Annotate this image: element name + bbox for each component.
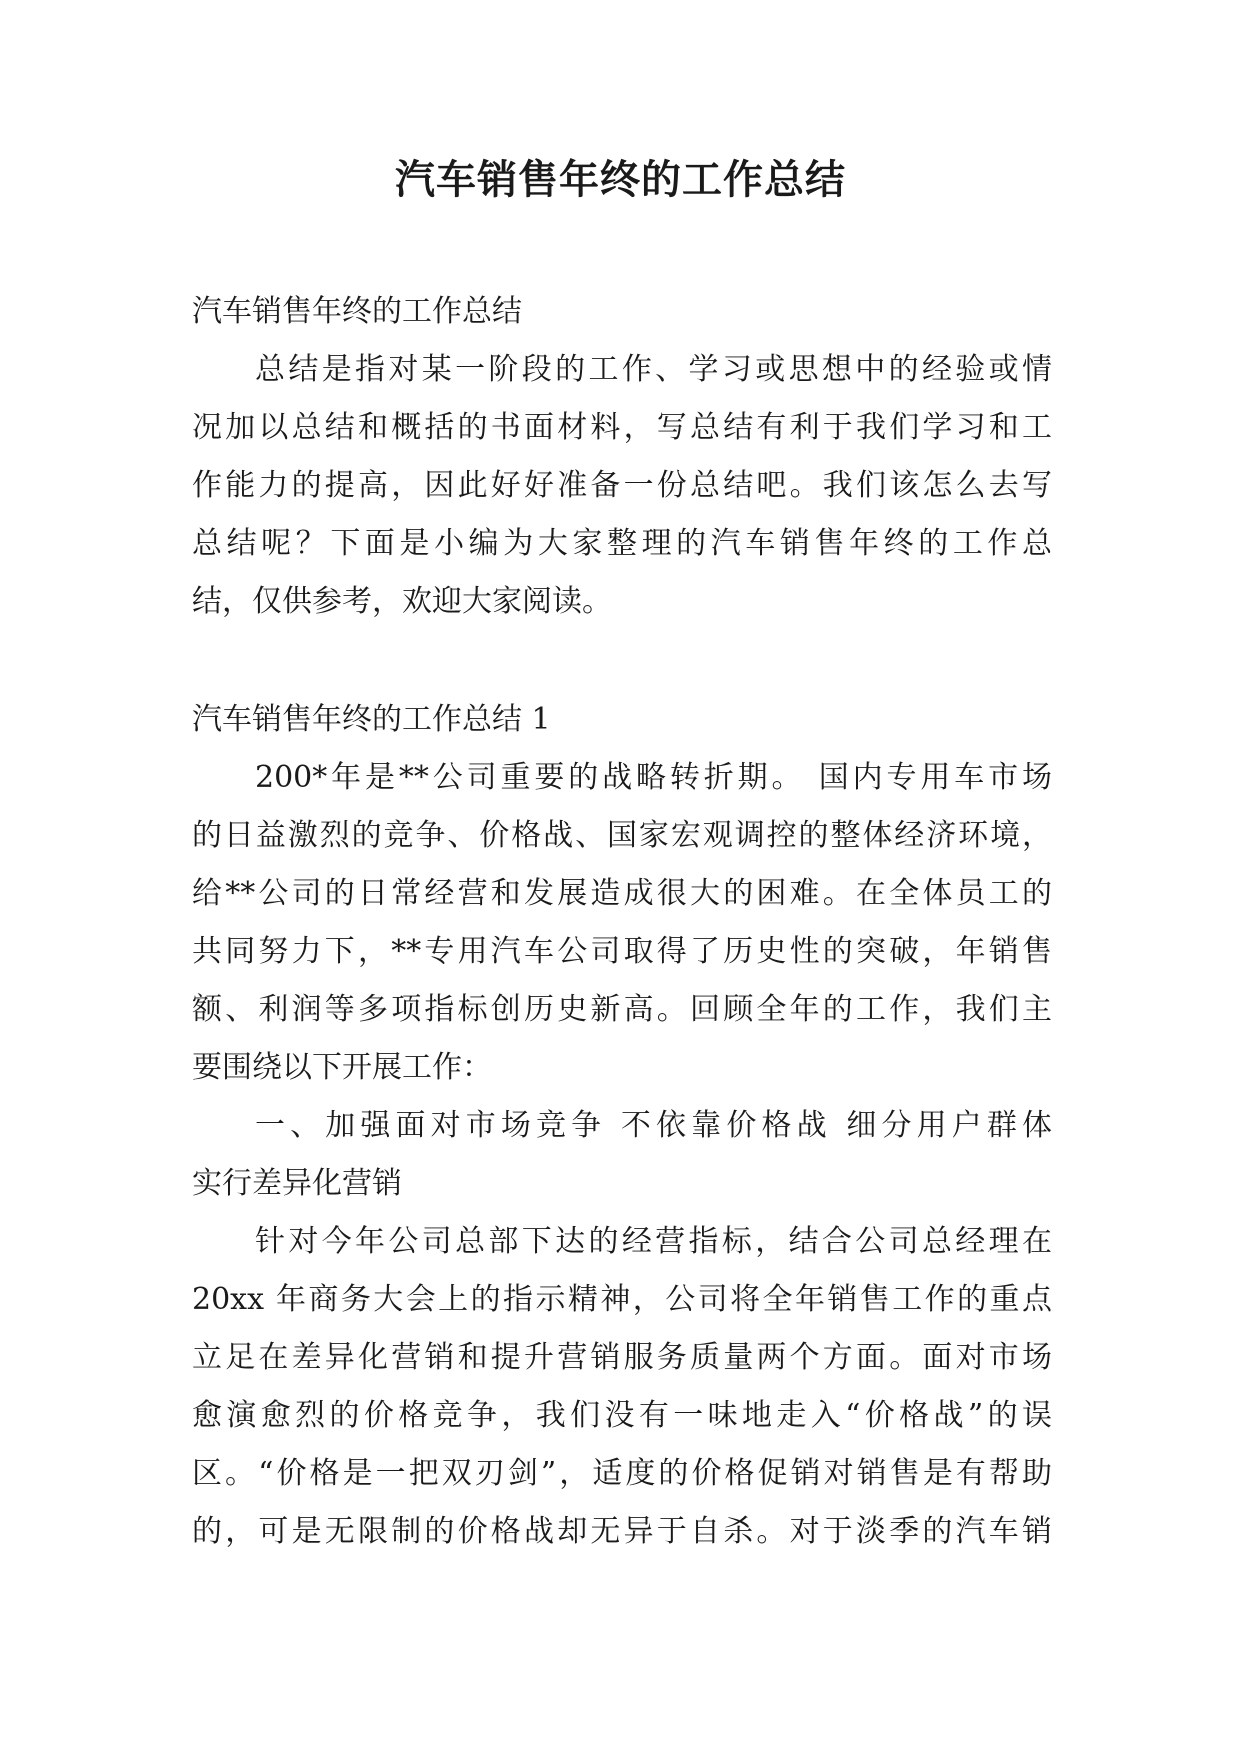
paragraph-line: 总结是指对某一阶段的工作、学习或思想中的经验或情	[255, 352, 1052, 387]
paragraph-line: 20xx 年商务大会上的指示精神，公司将全年销售工作的重点	[192, 1282, 1052, 1317]
paragraph-line: 作能力的提高，因此好好准备一份总结吧。我们该怎么去写	[192, 468, 1052, 503]
paragraph-line: 结，仅供参考，欢迎大家阅读。	[192, 584, 612, 619]
paragraph-line: 针对今年公司总部下达的经营指标，结合公司总经理在	[255, 1224, 1052, 1259]
paragraph-line: 共同努力下，**专用汽车公司取得了历史性的突破，年销售	[192, 934, 1052, 969]
paragraph-line: 额、利润等多项指标创历史新高。回顾全年的工作，我们主	[192, 992, 1052, 1027]
paragraph-line: 的日益激烈的竞争、价格战、国家宏观调控的整体经济环境，	[192, 818, 1052, 853]
paragraph-line: 给**公司的日常经营和发展造成很大的困难。在全体员工的	[192, 876, 1052, 911]
paragraph-line: 况加以总结和概括的书面材料，写总结有利于我们学习和工	[192, 410, 1052, 445]
section1-paragraph	[192, 749, 1052, 1097]
paragraph-line: 要围绕以下开展工作：	[192, 1050, 492, 1085]
intro-heading: 汽车销售年终的工作总结	[192, 294, 522, 329]
paragraph-line: 愈演愈烈的价格竞争，我们没有一味地走入“价格战”的误	[192, 1398, 1052, 1433]
paragraph-line: 区。“价格是一把双刃剑”，适度的价格促销对销售是有帮助	[192, 1456, 1052, 1491]
section1-heading: 汽车销售年终的工作总结 1	[192, 702, 551, 737]
paragraph-line: 的，可是无限制的价格战却无异于自杀。对于淡季的汽车销	[192, 1514, 1052, 1549]
section-spacer	[192, 631, 1052, 691]
paragraph-line: 200*年是**公司重要的战略转折期。 国内专用车市场	[255, 760, 1052, 795]
document-body	[192, 283, 1052, 1561]
paragraph-line: 立足在差异化营销和提升营销服务质量两个方面。面对市场	[192, 1340, 1052, 1375]
paragraph-line: 总结呢？下面是小编为大家整理的汽车销售年终的工作总	[192, 526, 1052, 561]
intro-paragraph	[192, 341, 1052, 631]
heading-line: 实行差异化营销	[192, 1166, 402, 1201]
heading-line: 一、加强面对市场竞争 不依靠价格战 细分用户群体	[255, 1108, 1052, 1143]
point1-paragraph	[192, 1213, 1052, 1561]
point1-heading	[192, 1097, 1052, 1213]
document-title: 汽车销售年终的工作总结	[395, 156, 846, 203]
